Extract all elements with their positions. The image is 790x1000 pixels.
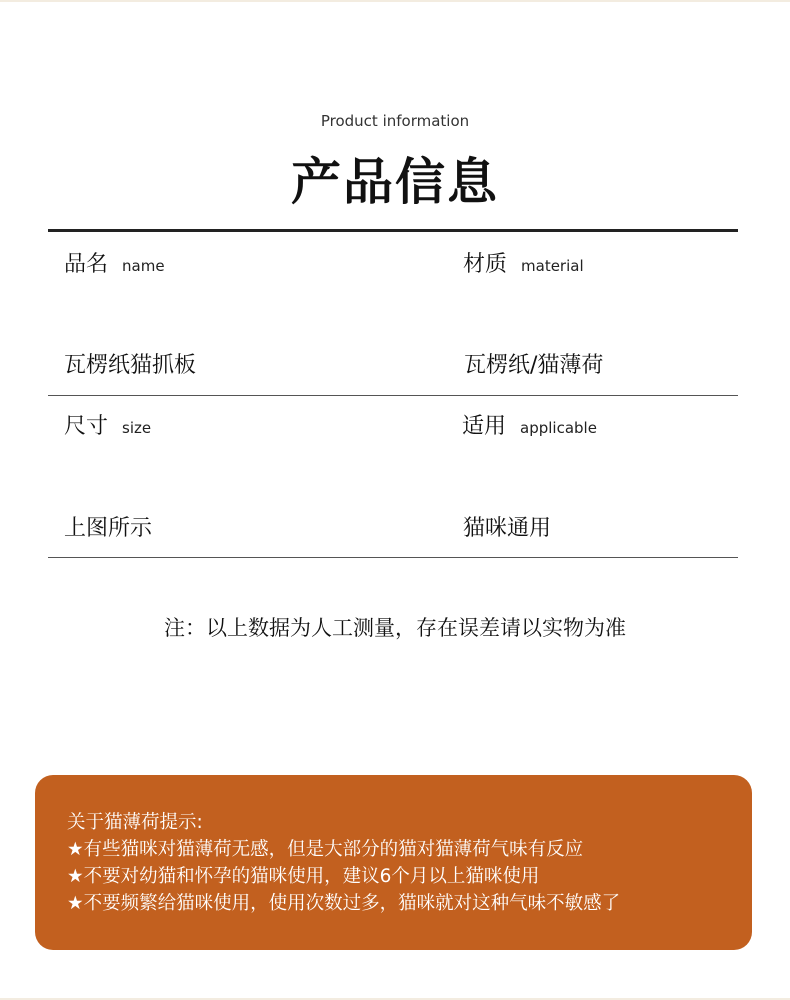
size-label: 尺寸 <box>64 414 109 439</box>
top-border-strip <box>0 0 790 2</box>
applicable-label: 适用 <box>462 414 507 439</box>
size-label-cell <box>64 409 151 440</box>
size-label-en: size <box>122 419 152 437</box>
table-row-divider <box>48 395 738 396</box>
tips-item: ★有些猫咪对猫薄荷无感，但是大部分的猫对猫薄荷气味有反应 <box>67 839 584 860</box>
applicable-label-cell <box>462 409 597 440</box>
catnip-tips-box <box>35 775 752 950</box>
name-label-cell <box>64 247 165 278</box>
name-label-en: name <box>122 257 165 275</box>
tips-heading: 关于猫薄荷提示: <box>67 812 203 833</box>
material-label: 材质 <box>463 252 508 277</box>
tips-item: ★不要对幼猫和怀孕的猫咪使用，建议6个月以上猫咪使用 <box>67 866 540 887</box>
measurement-note: 注：以上数据为人工测量，存在误差请以实物为准 <box>164 616 626 640</box>
material-label-cell <box>463 247 584 278</box>
page-title: 产品信息 <box>291 153 499 211</box>
tips-item: ★不要频繁给猫咪使用，使用次数过多，猫咪就对这种气味不敏感了 <box>67 893 621 914</box>
applicable-label-en: applicable <box>520 419 597 437</box>
size-value: 上图所示 <box>64 516 153 541</box>
material-label-en: material <box>521 257 584 275</box>
table-bottom-rule <box>48 557 738 558</box>
catnip-tips-text <box>67 809 732 917</box>
name-label: 品名 <box>64 252 109 277</box>
material-value: 瓦楞纸/猫薄荷 <box>464 353 604 378</box>
page-subtitle: Product information <box>320 112 470 130</box>
applicable-value: 猫咪通用 <box>463 516 552 541</box>
name-value: 瓦楞纸猫抓板 <box>64 353 197 378</box>
table-top-rule <box>48 229 738 232</box>
